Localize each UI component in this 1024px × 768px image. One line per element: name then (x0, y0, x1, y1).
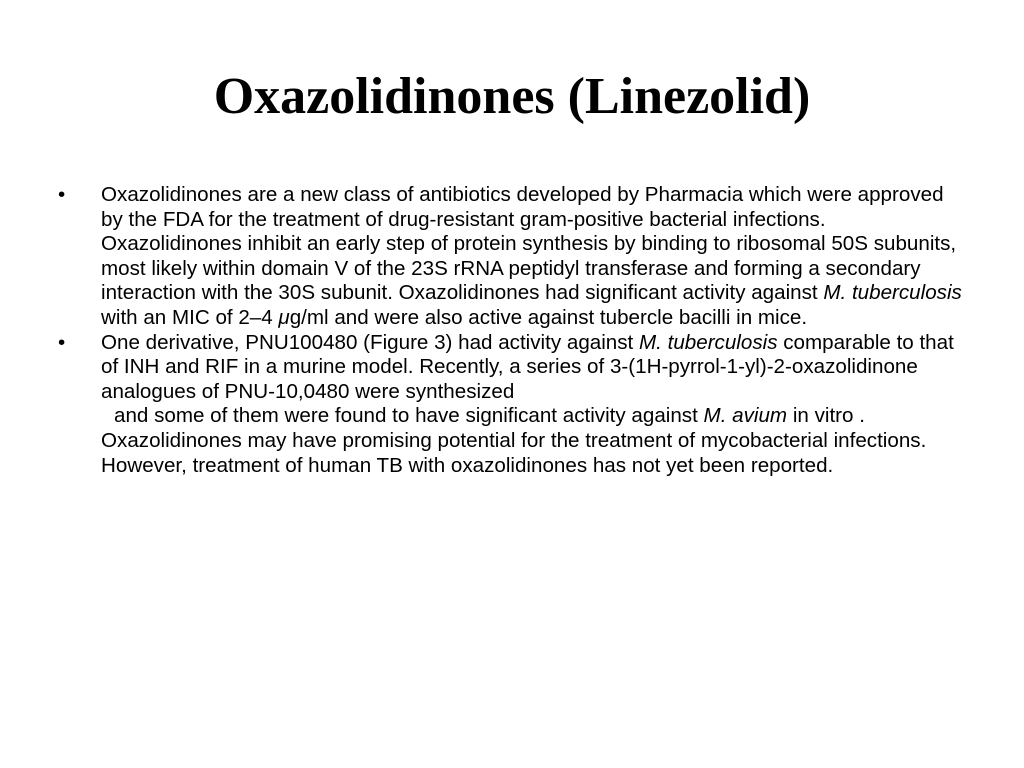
bullet-marker: • (58, 183, 66, 206)
bullet-list (0, 183, 1024, 478)
bullet-text-part: g/ml and were also active against tubercle bacilli in mice. (289, 305, 808, 329)
bullet-item-linezolid-overview (0, 183, 969, 331)
slide-title: Oxazolidinones (Linezolid) (213, 68, 811, 125)
species-name: M. tuberculosis (823, 281, 962, 305)
bullet-continuation-text (101, 404, 969, 478)
bullet-text-part: One derivative, PNU100480 (Figure 3) had activity against (101, 330, 640, 354)
bullet-item-pnu100480 (0, 331, 969, 479)
bullet-text-part: comparable to that of INH and RIF in a murine model. Recently, a series of 3-(1H-pyrrol-1-yl)-2-oxazolidinone analogues of PNU-10,0480 were synthesized (101, 330, 954, 403)
species-name: M. tuberculosis (639, 330, 778, 354)
bullet-text-part: Oxazolidinones are a new class of antibiotics developed by Pharmacia which were approved by the FDA for the treatment of drug-resistant gram-positive bacterial infections. Oxazolidinones inhibit an early step of protein synthesis by binding to ribosomal 50S subunits, most likely within domain V of the 23S rRNA peptidyl transferase and forming a secondary interaction with the 30S subunit. Oxazolidinones had significant activity against (101, 183, 957, 305)
bullet-text-part: in vitro . Oxazolidinones may have promising potential for the treatment of mycobacterial infections. However, treatment of human TB with oxazolidinones has not yet been reported. (101, 404, 927, 477)
species-name: M. avium (703, 404, 788, 428)
bullet-marker: • (58, 330, 66, 354)
micro-symbol: μ (278, 305, 290, 329)
bullet-text-part: and some of them were found to have significant activity against (114, 404, 704, 428)
bullet-text (101, 183, 969, 331)
bullet-text-part: with an MIC of 2–4 (101, 305, 279, 329)
bullet-text (101, 331, 969, 405)
